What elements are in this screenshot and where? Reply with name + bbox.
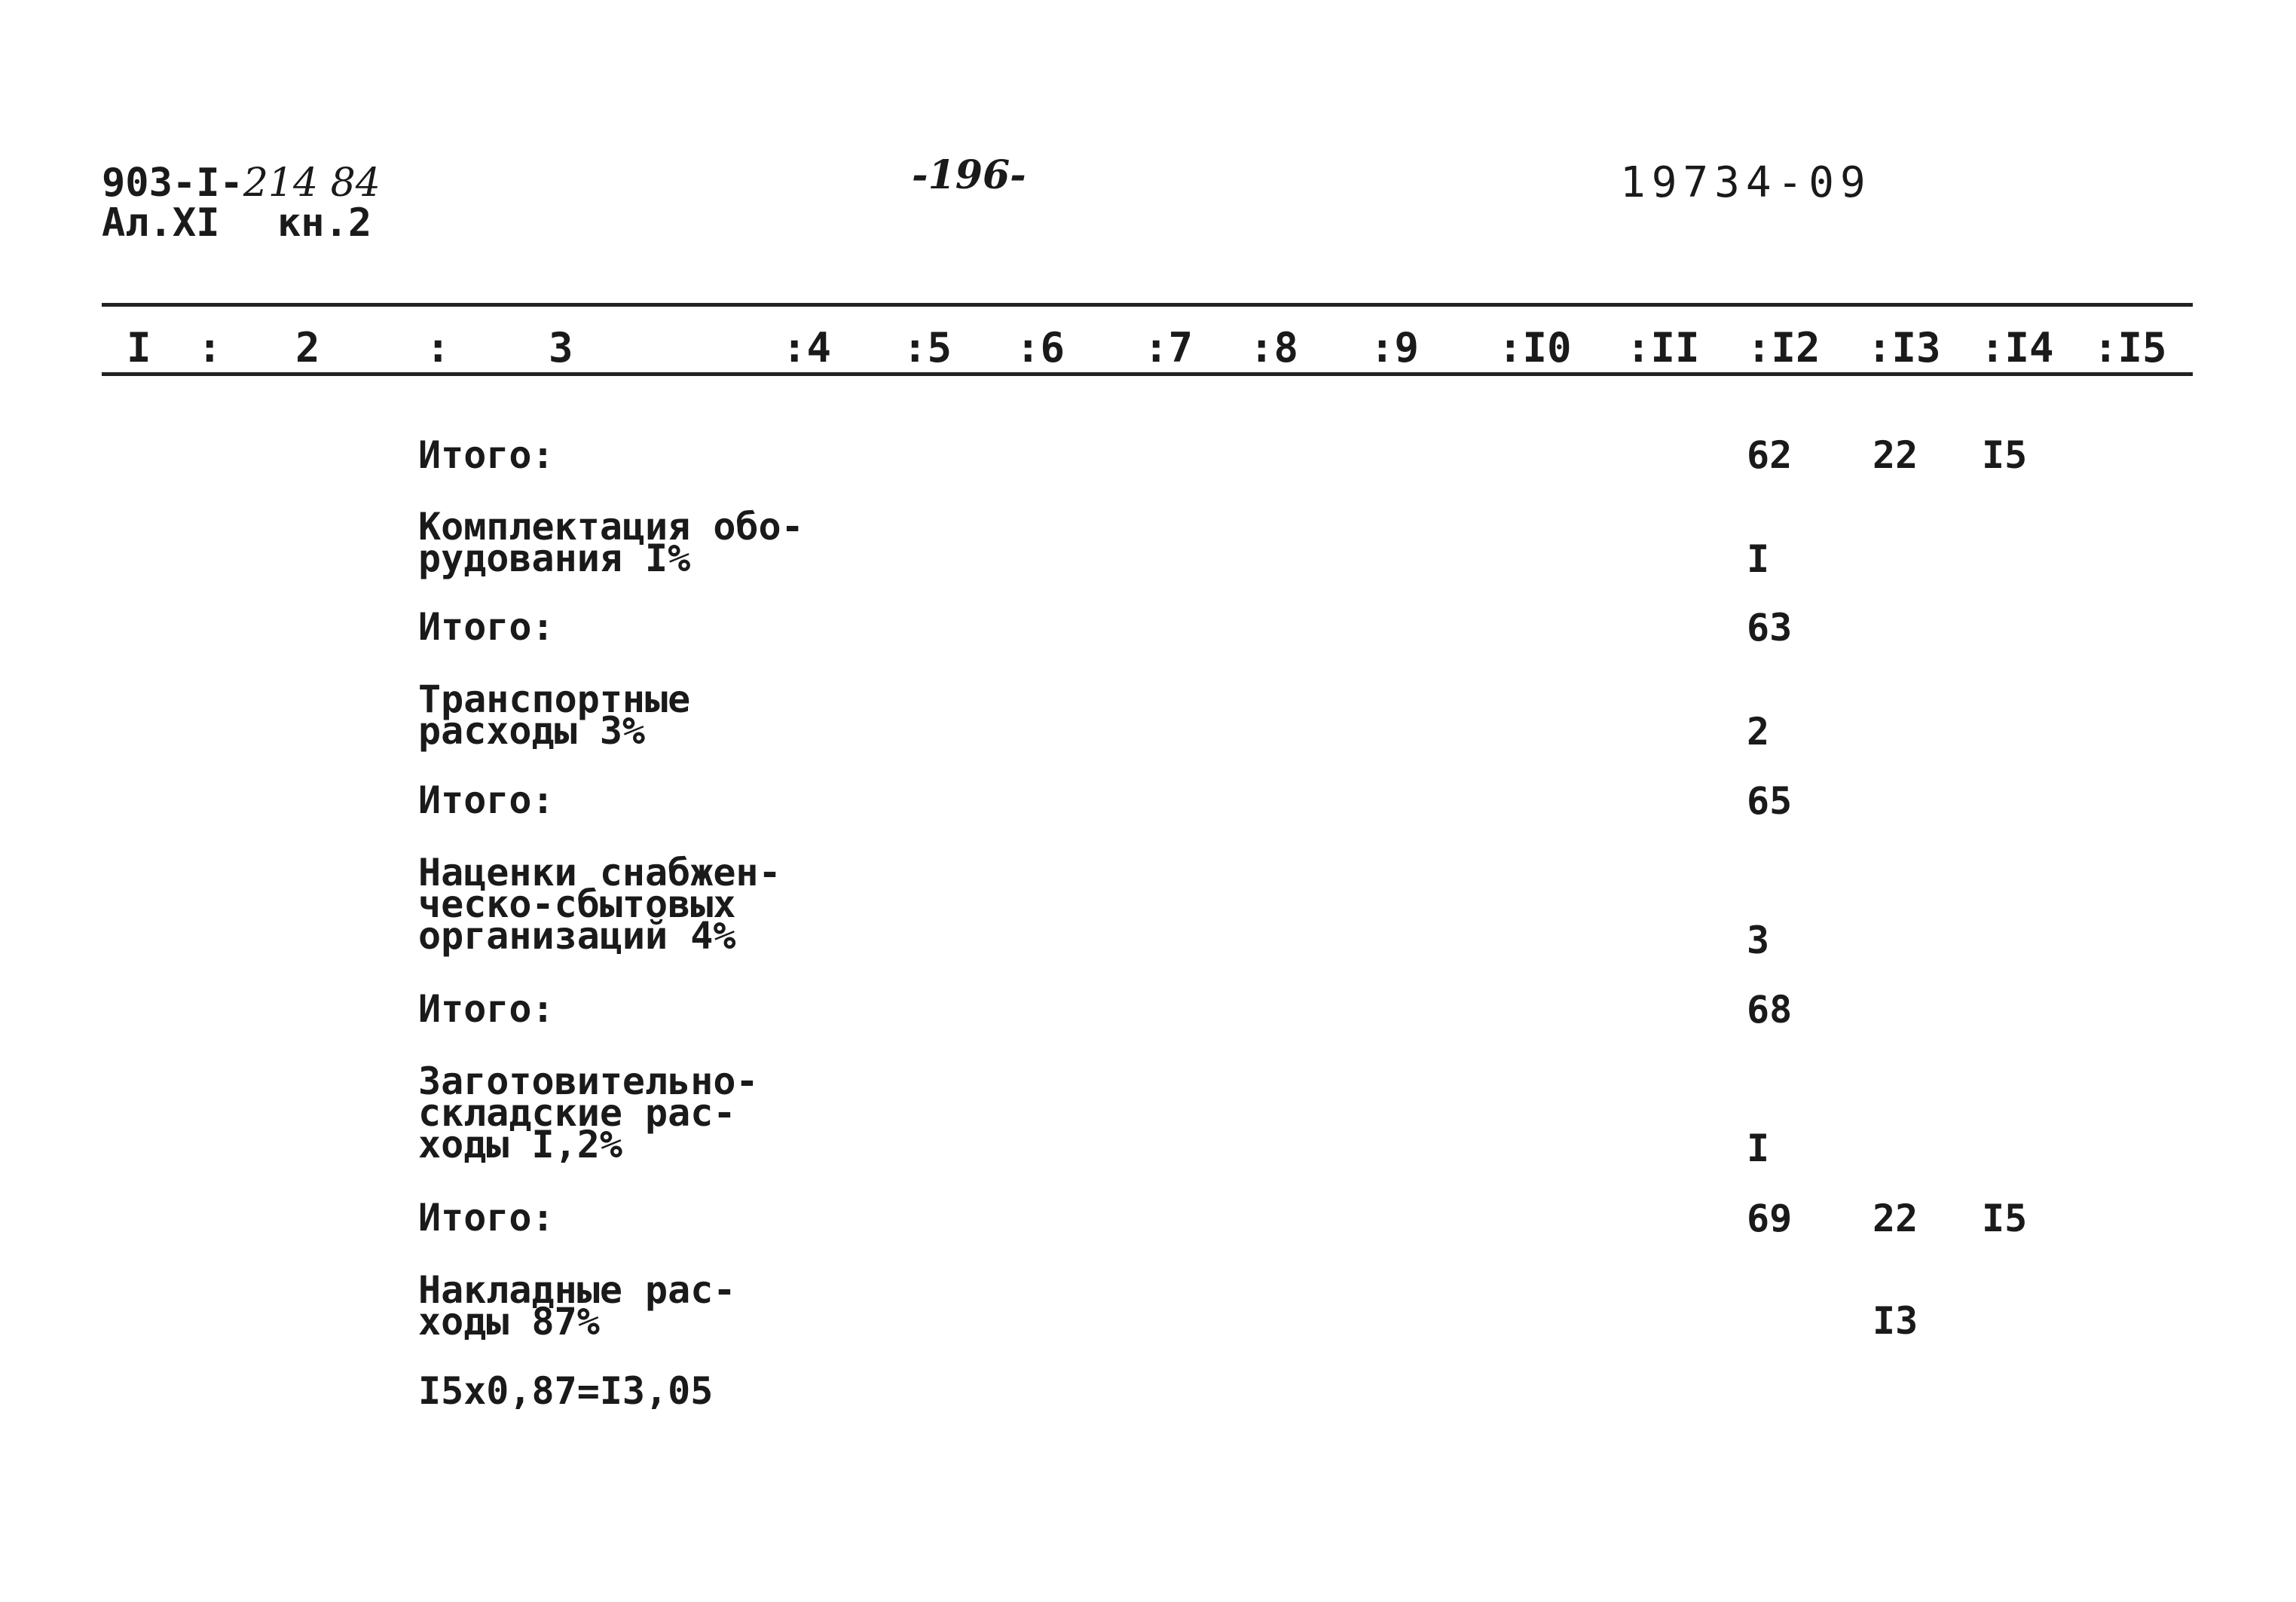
album-label: Ал.XI: [102, 200, 220, 246]
row-label: Итого:: [418, 987, 555, 1031]
table-top-rule: [102, 303, 2193, 307]
row-value-col12: I: [1747, 1127, 1770, 1170]
row-label: Наценки снабжен- ческо-сбытовых организаций 4%: [418, 851, 781, 958]
column-number: :II: [1626, 324, 1700, 371]
row-label: Итого:: [418, 778, 555, 822]
row-value-col14: I5: [1982, 433, 2028, 477]
column-number: 3: [549, 324, 573, 371]
row-label: Транспортные расходы 3%: [418, 677, 691, 753]
row-value-col13: I3: [1873, 1299, 1918, 1343]
row-label: Заготовительно- складские рас- ходы I,2%: [418, 1059, 759, 1166]
column-number: :5: [903, 324, 952, 371]
row-value-col13: 22: [1873, 433, 1918, 477]
document-code-printed: 903-I-: [102, 161, 243, 206]
row-value-col12: 62: [1747, 433, 1793, 477]
row-value-col12: I: [1747, 537, 1770, 581]
document-code: [102, 162, 381, 204]
row-label: Итого:: [418, 605, 555, 649]
column-number: :I4: [1980, 324, 2054, 371]
row-value-col14: I5: [1982, 1197, 2028, 1240]
row-value-col12: 69: [1747, 1197, 1793, 1240]
column-number: :8: [1249, 324, 1299, 371]
column-separator: :: [426, 324, 451, 371]
stamp-number: 19734-09: [1620, 158, 1872, 207]
column-number: :I3: [1867, 324, 1941, 371]
column-number: :I2: [1747, 324, 1821, 371]
table-header-bottom-rule: [102, 372, 2193, 376]
column-number: :4: [782, 324, 832, 371]
document-code-handwritten: 214 84: [243, 161, 381, 206]
column-number: :6: [1016, 324, 1065, 371]
row-label: Накладные рас- ходы 87%: [418, 1268, 736, 1344]
column-number: :7: [1144, 324, 1194, 371]
row-value-col12: 3: [1747, 919, 1770, 962]
row-label: Итого:: [418, 433, 555, 477]
formula-note: I5x0,87=I3,05: [418, 1369, 714, 1413]
row-label: Итого:: [418, 1196, 555, 1240]
row-value-col12: 65: [1747, 779, 1793, 823]
row-value-col12: 68: [1747, 988, 1793, 1032]
page-number: -196-: [912, 152, 1026, 198]
book-label: кн.2: [277, 200, 372, 246]
column-number: :I0: [1498, 324, 1572, 371]
row-value-col12: 63: [1747, 606, 1793, 650]
column-number: :I5: [2093, 324, 2167, 371]
row-value-col13: 22: [1873, 1197, 1918, 1240]
column-separator: :: [197, 324, 222, 371]
row-value-col12: 2: [1747, 710, 1770, 754]
column-number: I: [127, 324, 151, 371]
column-number: 2: [295, 324, 320, 371]
row-label: Комплектация обо- рудования I%: [418, 505, 804, 580]
column-number: :9: [1370, 324, 1420, 371]
